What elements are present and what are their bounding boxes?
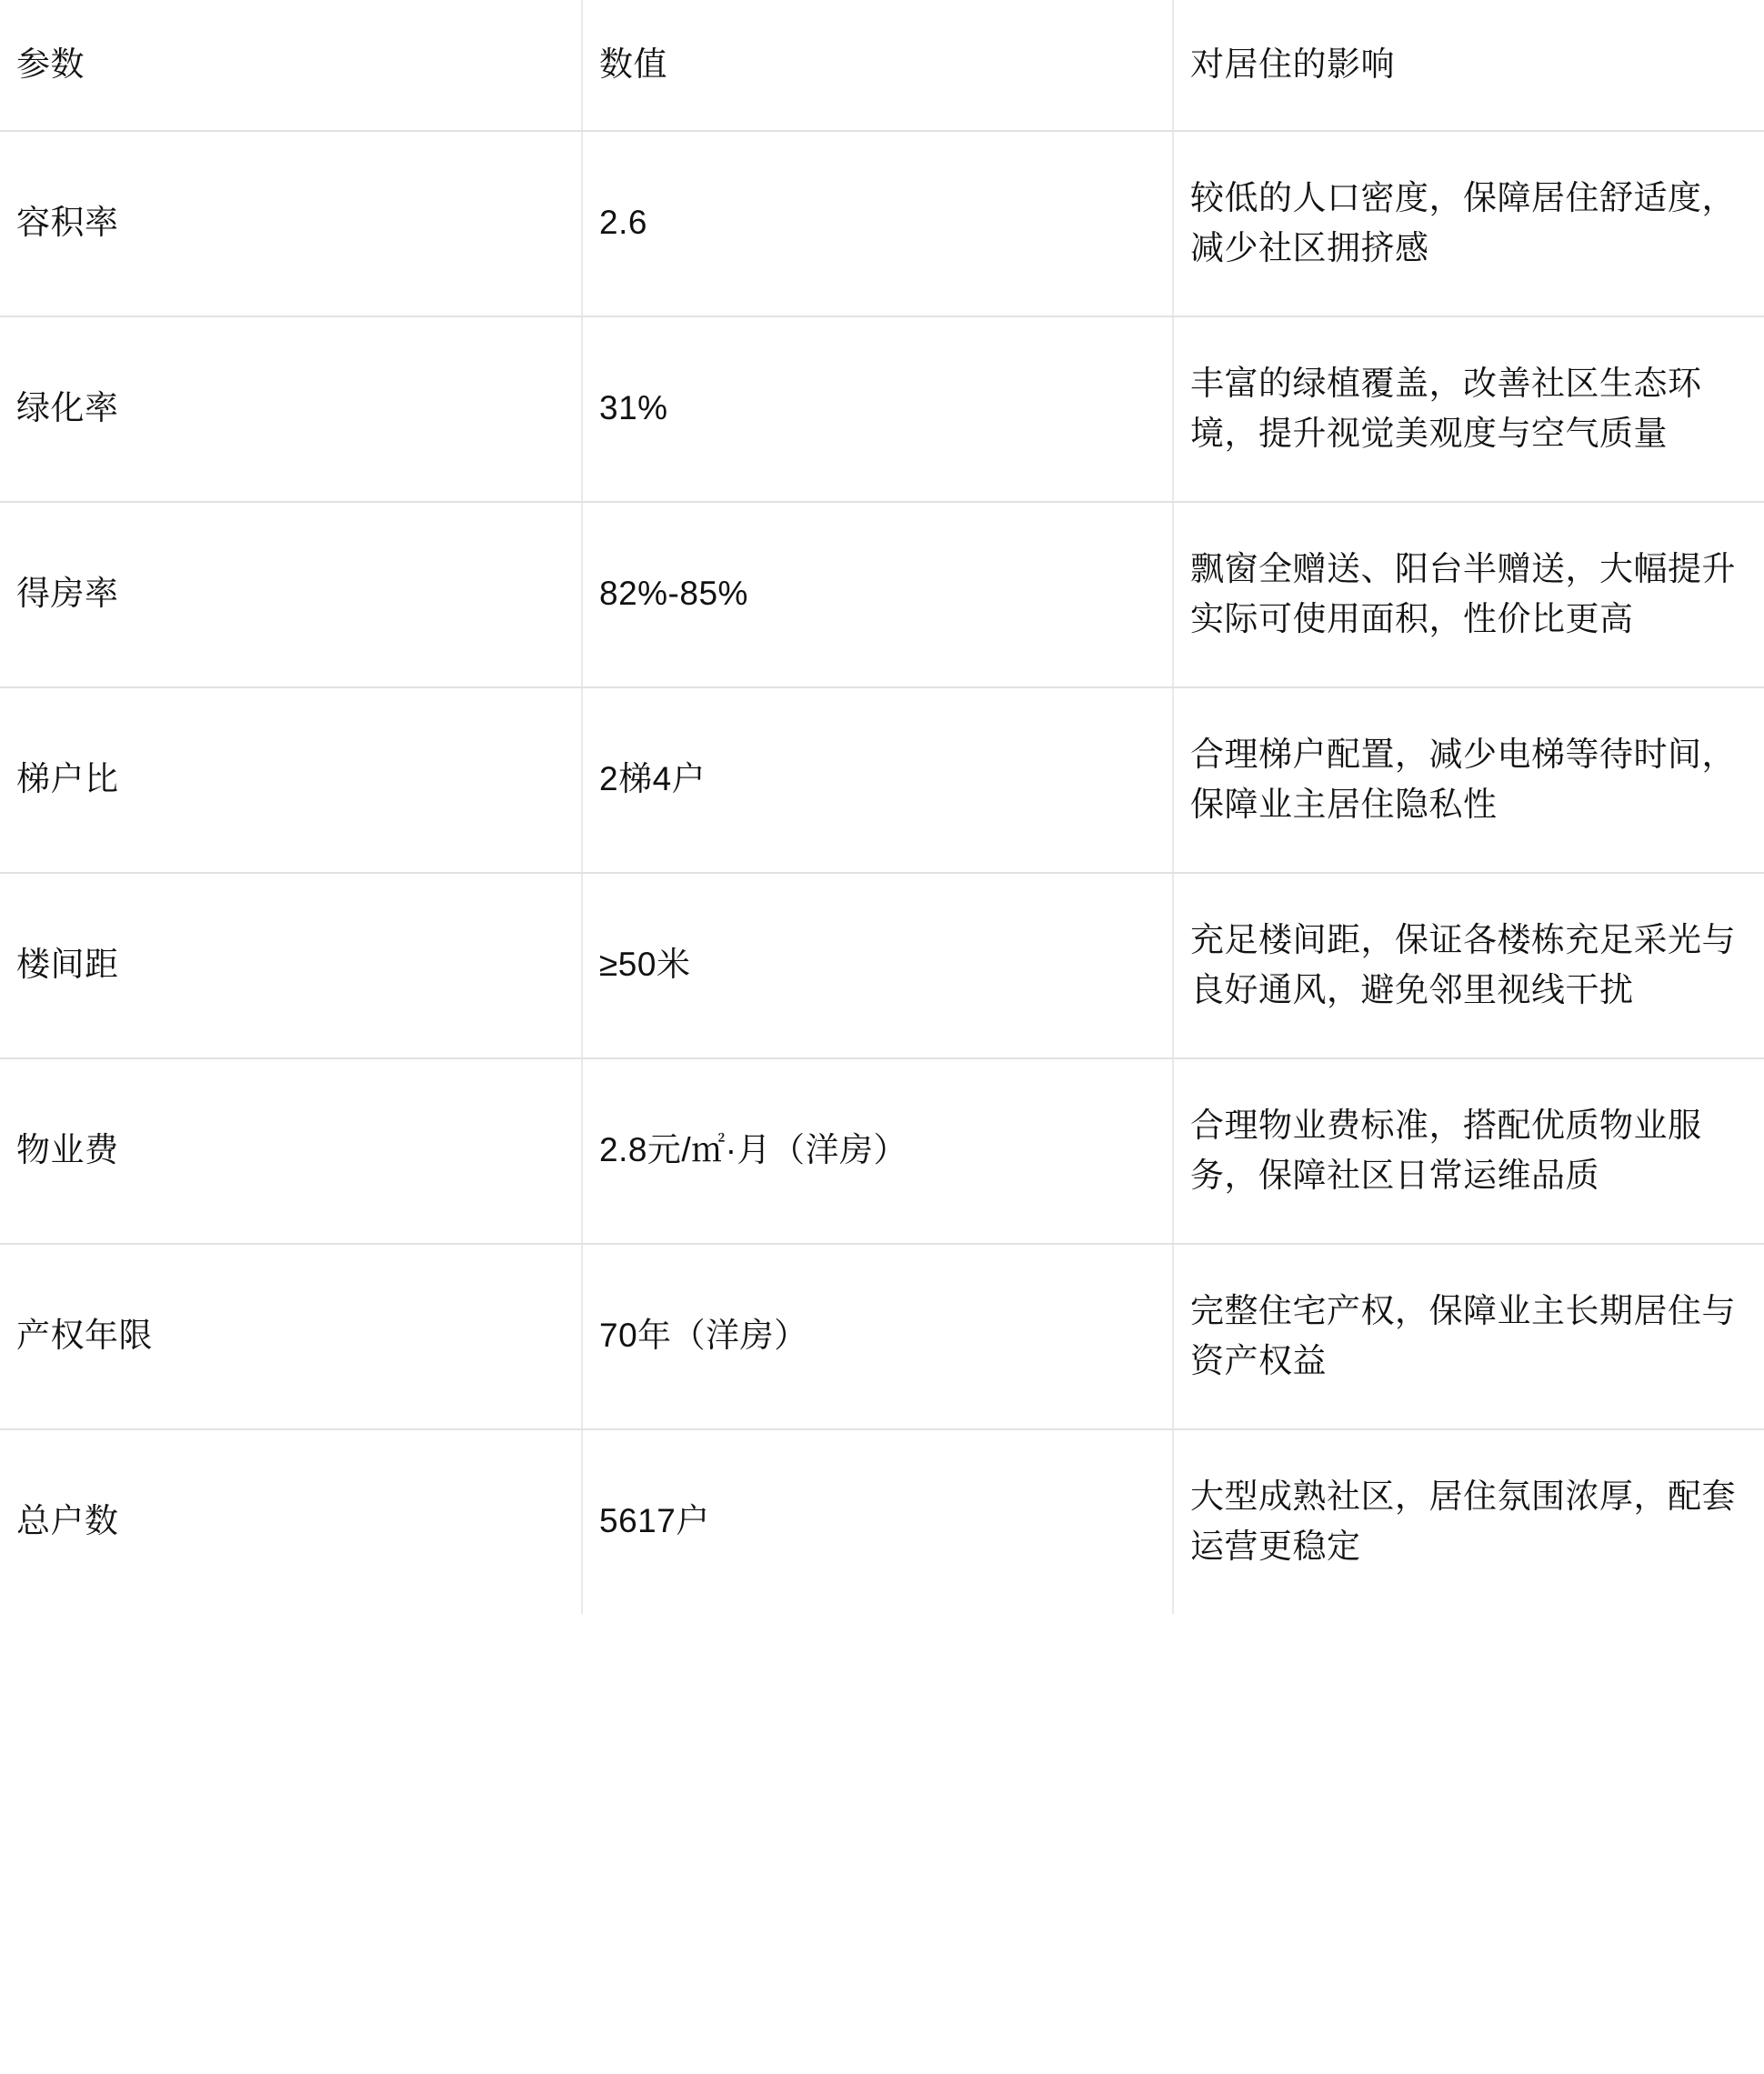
cell-param: 容积率	[0, 131, 582, 316]
table-body	[0, 131, 1764, 1614]
cell-impact: 完整住宅产权，保障业主长期居住与资产权益	[1173, 1244, 1764, 1429]
cell-impact: 大型成熟社区，居住氛围浓厚，配套运营更稳定	[1173, 1429, 1764, 1614]
cell-impact: 合理梯户配置，减少电梯等待时间，保障业主居住隐私性	[1173, 687, 1764, 873]
table-row	[0, 1058, 1764, 1244]
table-row	[0, 316, 1764, 502]
cell-impact: 较低的人口密度，保障居住舒适度，减少社区拥挤感	[1173, 131, 1764, 316]
cell-impact: 丰富的绿植覆盖，改善社区生态环境，提升视觉美观度与空气质量	[1173, 316, 1764, 502]
cell-value: 5617户	[582, 1429, 1173, 1614]
cell-value: 31%	[582, 316, 1173, 502]
cell-param: 楼间距	[0, 873, 582, 1058]
cell-impact: 充足楼间距，保证各楼栋充足采光与良好通风，避免邻里视线干扰	[1173, 873, 1764, 1058]
table-header	[0, 0, 1764, 131]
table-row	[0, 1429, 1764, 1614]
cell-impact: 合理物业费标准，搭配优质物业服务，保障社区日常运维品质	[1173, 1058, 1764, 1244]
column-header-impact: 对居住的影响	[1173, 0, 1764, 131]
cell-param: 产权年限	[0, 1244, 582, 1429]
table-row	[0, 687, 1764, 873]
cell-value: 82%-85%	[582, 502, 1173, 687]
table-row	[0, 502, 1764, 687]
column-header-param: 参数	[0, 0, 582, 131]
table-header-row	[0, 0, 1764, 131]
cell-value: ≥50米	[582, 873, 1173, 1058]
cell-value: 2.6	[582, 131, 1173, 316]
table-row	[0, 131, 1764, 316]
table-row	[0, 873, 1764, 1058]
cell-param: 物业费	[0, 1058, 582, 1244]
cell-value: 70年（洋房）	[582, 1244, 1173, 1429]
column-header-value: 数值	[582, 0, 1173, 131]
cell-param: 梯户比	[0, 687, 582, 873]
cell-value: 2梯4户	[582, 687, 1173, 873]
cell-impact: 飘窗全赠送、阳台半赠送，大幅提升实际可使用面积，性价比更高	[1173, 502, 1764, 687]
table-row	[0, 1244, 1764, 1429]
cell-value: 2.8元/㎡·月（洋房）	[582, 1058, 1173, 1244]
cell-param: 得房率	[0, 502, 582, 687]
cell-param: 总户数	[0, 1429, 582, 1614]
cell-param: 绿化率	[0, 316, 582, 502]
